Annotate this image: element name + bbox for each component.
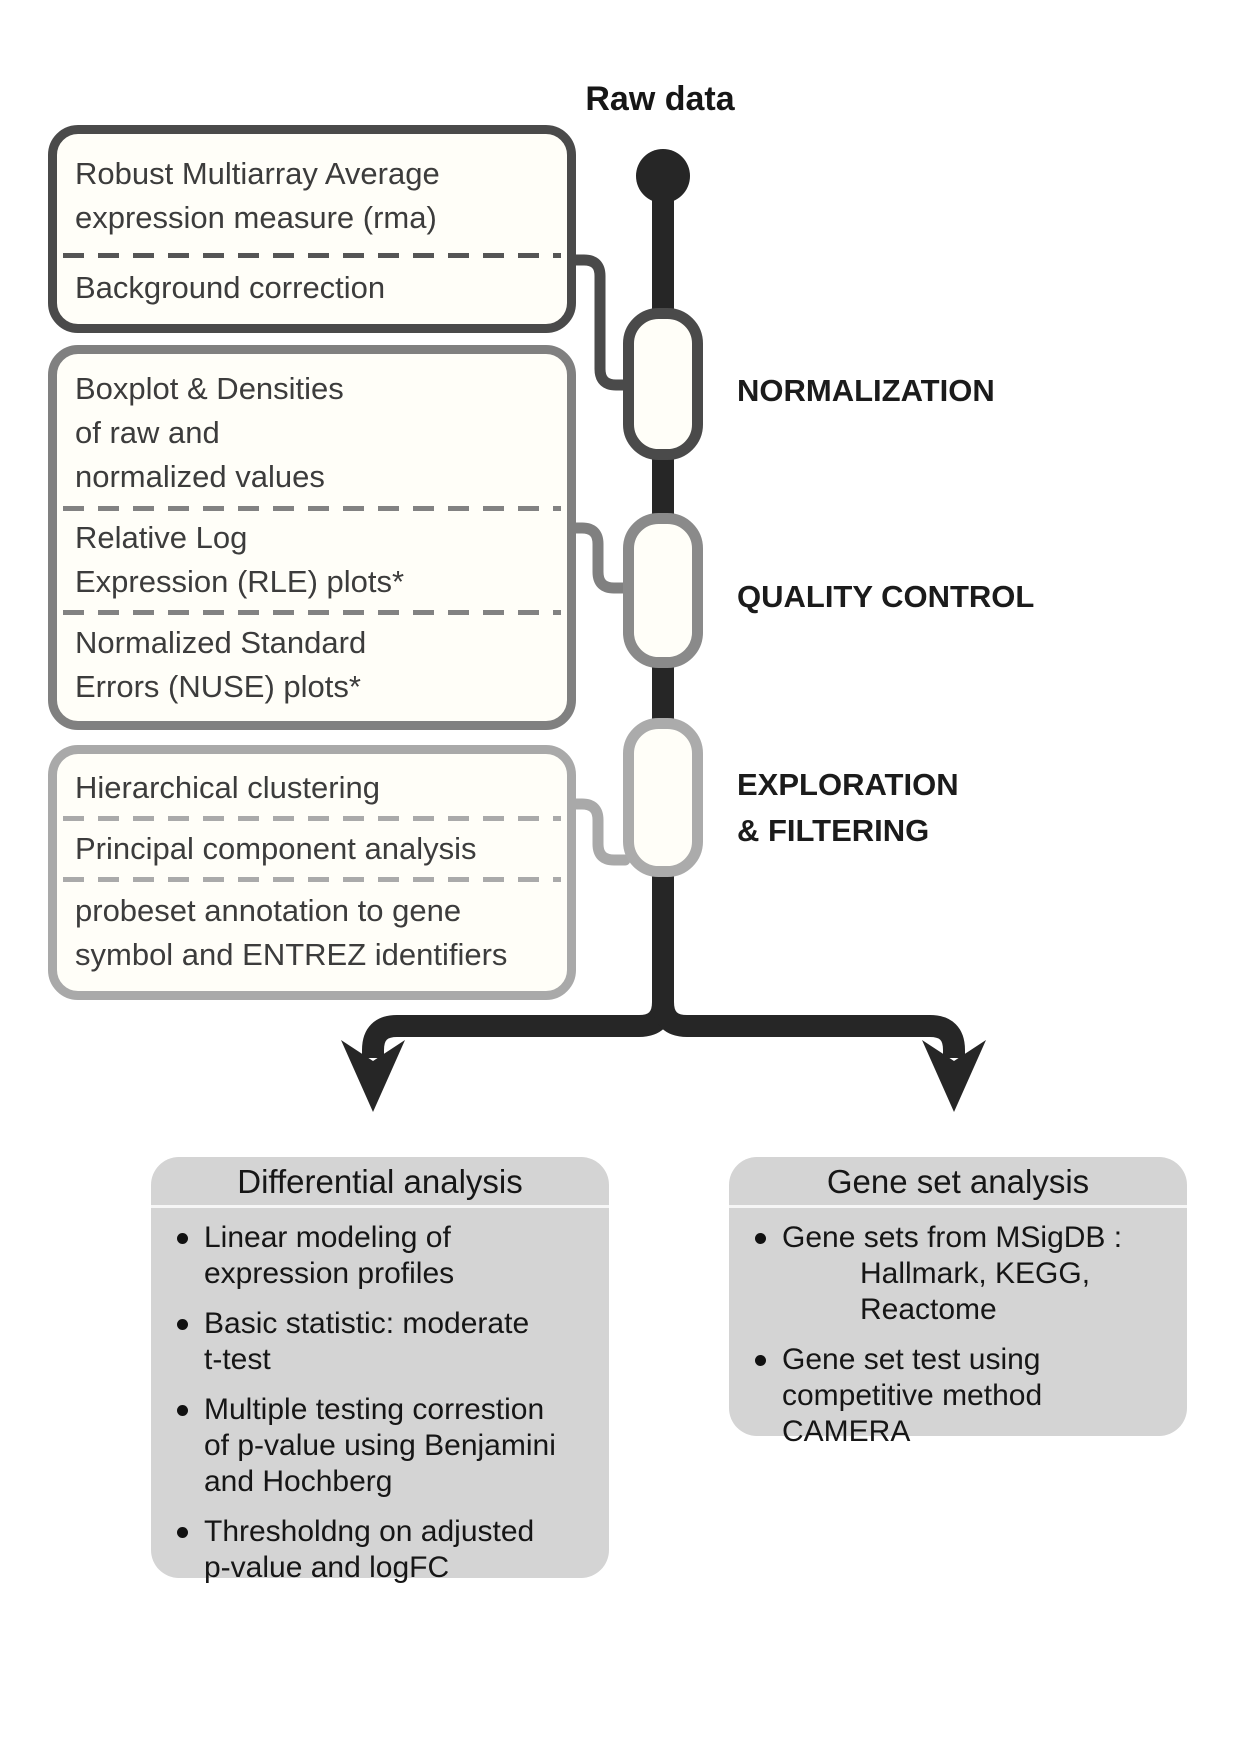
connector-quality-control bbox=[576, 528, 625, 588]
step-pca bbox=[57, 821, 567, 877]
raw-data-label: Raw data bbox=[585, 80, 735, 118]
bullet-icon bbox=[177, 1319, 188, 1330]
list-item bbox=[751, 1220, 1167, 1328]
step-line: Errors (NUSE) plots* bbox=[75, 669, 361, 705]
step-hierarchical-clustering bbox=[57, 760, 567, 816]
bullet-line: Gene set test using bbox=[782, 1343, 1041, 1376]
bullet-line: Thresholdng on adjusted bbox=[204, 1515, 535, 1548]
panel-title: Gene set analysis bbox=[826, 1163, 1090, 1200]
normalization-node-pill bbox=[629, 314, 698, 455]
step-line: Normalized Standard bbox=[75, 625, 367, 661]
step-line: expression measure (rma) bbox=[75, 200, 437, 236]
step-line: Expression (RLE) plots* bbox=[75, 564, 405, 600]
step-line: Principal component analysis bbox=[75, 830, 477, 866]
step-rle-plots bbox=[57, 511, 567, 611]
bullet-icon bbox=[755, 1355, 766, 1366]
step-line: Relative Log bbox=[75, 520, 248, 556]
bullet-line: CAMERA bbox=[782, 1415, 911, 1448]
normalization-steps-box bbox=[48, 125, 576, 333]
step-line: Background correction bbox=[75, 269, 386, 305]
bullet-icon bbox=[755, 1233, 766, 1244]
differential-analysis-panel bbox=[151, 1157, 609, 1584]
bullet-line: expression profiles bbox=[204, 1257, 455, 1290]
step-background-correction bbox=[57, 258, 567, 318]
panel-body bbox=[729, 1208, 1187, 1450]
step-line: of raw and bbox=[75, 414, 220, 450]
list-item bbox=[173, 1514, 589, 1586]
branch-right-arrow-shaft bbox=[663, 985, 954, 1058]
list-item bbox=[173, 1306, 589, 1378]
raw-data-node-icon bbox=[636, 149, 690, 203]
step-rma bbox=[57, 140, 567, 253]
bullet-line: t-test bbox=[204, 1343, 271, 1376]
bullet-line: Linear modeling of bbox=[204, 1221, 451, 1254]
connector-exploration bbox=[576, 804, 625, 860]
gene-set-analysis-panel bbox=[729, 1157, 1187, 1448]
list-item bbox=[751, 1342, 1167, 1450]
quality-control-node-pill bbox=[629, 519, 698, 663]
bullet-line: Gene sets from MSigDB : bbox=[782, 1221, 1123, 1254]
list-item bbox=[173, 1220, 589, 1292]
exploration-steps-box bbox=[48, 745, 576, 1000]
step-line: Boxplot & Densities bbox=[75, 370, 344, 406]
stage-label-exploration bbox=[737, 762, 959, 854]
panel-title: Differential analysis bbox=[237, 1163, 523, 1200]
step-probeset-annotation bbox=[57, 882, 567, 986]
bullet-line: p-value and logFC bbox=[204, 1551, 450, 1584]
stage-label-line: EXPLORATION bbox=[737, 767, 959, 802]
quality-control-steps-box bbox=[48, 345, 576, 730]
bullet-line: Reactome bbox=[860, 1293, 997, 1326]
step-nuse-plots bbox=[57, 615, 567, 715]
bullet-line: Multiple testing correstion bbox=[204, 1393, 545, 1426]
step-line: symbol and ENTREZ identifiers bbox=[75, 937, 508, 973]
bullet-icon bbox=[177, 1405, 188, 1416]
stage-label-normalization: NORMALIZATION bbox=[737, 373, 995, 408]
bullet-line: of p-value using Benjamini bbox=[204, 1429, 556, 1462]
connector-normalization bbox=[576, 260, 625, 385]
stage-label-line: & FILTERING bbox=[737, 813, 930, 848]
step-line: normalized values bbox=[75, 458, 325, 494]
panel-body bbox=[151, 1208, 609, 1586]
bullet-icon bbox=[177, 1233, 188, 1244]
exploration-node-pill bbox=[629, 724, 698, 872]
bullet-line: Hallmark, KEGG, bbox=[860, 1257, 1091, 1290]
step-line: probeset annotation to gene bbox=[75, 893, 462, 929]
list-item bbox=[173, 1392, 589, 1500]
step-boxplot-densities bbox=[57, 360, 567, 506]
bullet-icon bbox=[177, 1527, 188, 1538]
bullet-line: and Hochberg bbox=[204, 1465, 393, 1498]
stage-label-quality-control: QUALITY CONTROL bbox=[737, 579, 1035, 614]
step-line: Hierarchical clustering bbox=[75, 769, 380, 805]
bullet-line: competitive method bbox=[782, 1379, 1043, 1412]
step-line: Robust Multiarray Average bbox=[75, 156, 440, 192]
bullet-line: Basic statistic: moderate bbox=[204, 1307, 530, 1340]
